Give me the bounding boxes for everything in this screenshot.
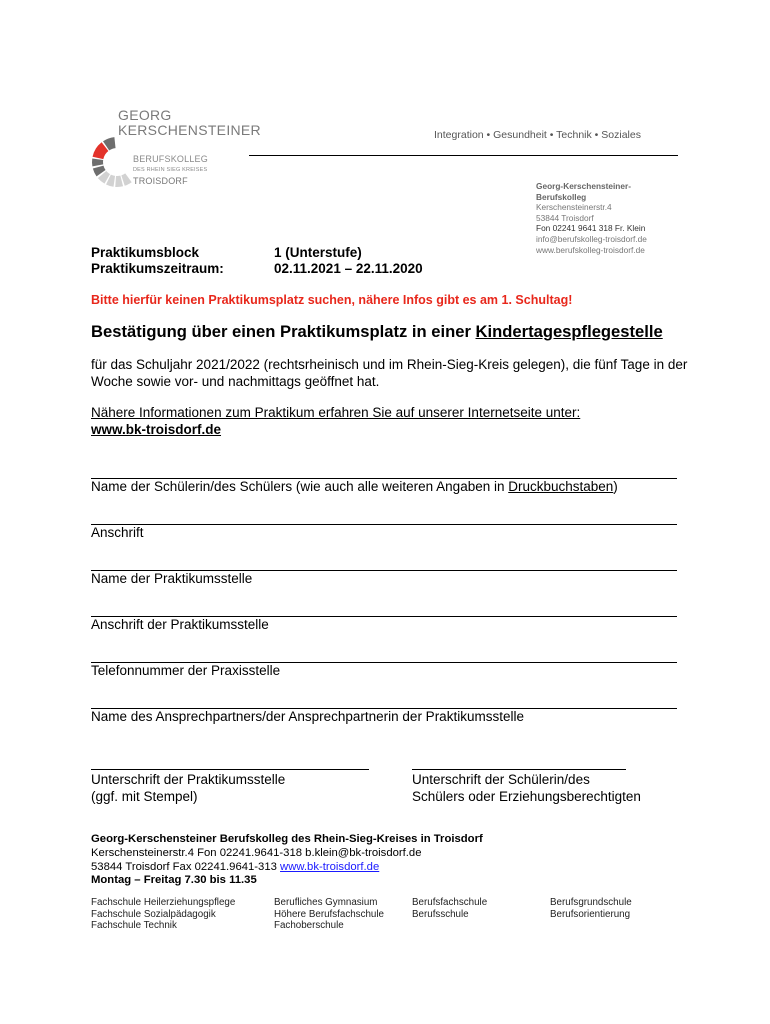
- signature-line-placement[interactable]: [91, 769, 369, 770]
- programs-col1: [91, 897, 235, 932]
- program-item: Fachschule Sozialpädagogik: [91, 908, 216, 920]
- footer-link[interactable]: www.bk-troisdorf.de: [280, 860, 380, 873]
- placement-name-label: Name der Praktikumsstelle: [91, 571, 253, 586]
- student-name-suffix: ): [613, 479, 618, 494]
- info-url[interactable]: www.bk-troisdorf.de: [91, 422, 222, 437]
- block-labels: [91, 245, 224, 277]
- student-name-label: [91, 479, 618, 494]
- programs-col4: [550, 897, 632, 920]
- intro-text: für das Schuljahr 2021/2022 (rechtsrheinisch und im Rhein-Sieg-Kreis gelegen), die fünf Tage in der Woche sowie vor- und nachmittags geöffnet hat.: [91, 357, 688, 389]
- phone-label: Telefonnummer der Praxisstelle: [91, 663, 281, 678]
- logo-name-line2: KERSCHENSTEINER: [118, 122, 261, 138]
- contact-email[interactable]: info@berufskolleg-troisdorf.de: [536, 233, 647, 244]
- contact-name2: Berufskolleg: [536, 191, 587, 202]
- logo-arc-segment: [115, 176, 123, 187]
- program-item: Berufsorientierung: [550, 908, 631, 920]
- logo-emblem: [82, 134, 138, 194]
- contact-name1: Georg-Kerschensteiner-: [536, 181, 631, 191]
- block-label-1: Praktikumsblock: [91, 245, 200, 260]
- logo-name-line1: GEORG: [118, 107, 172, 123]
- title-underlined: Kindertagespflegestelle: [475, 322, 663, 341]
- contact-phone: Fon 02241 9641 318 Fr. Klein: [536, 223, 646, 234]
- info-text: Nähere Informationen zum Praktikum erfahren Sie auf unserer Internetseite unter:: [91, 405, 581, 420]
- program-item: Berufsgrundschule: [550, 897, 632, 908]
- programs-col2: [274, 897, 384, 932]
- footer-hours: Montag – Freitag 7.30 bis 11.35: [91, 874, 257, 887]
- program-item: Berufliches Gymnasium: [274, 897, 378, 908]
- signature-right-line2: Schülers oder Erziehungsberechtigten: [412, 789, 641, 804]
- footer-school: Georg-Kerschensteiner Berufskolleg des Rhein-Sieg-Kreises in Troisdorf: [91, 833, 483, 845]
- block-label-2: Praktikumszeitraum:: [91, 261, 224, 276]
- logo-line4: DES RHEIN SIEG KREISES: [133, 167, 208, 173]
- program-item: Fachoberschule: [274, 920, 344, 931]
- signature-left-line2: (ggf. mit Stempel): [91, 789, 198, 804]
- student-name-underlined: Druckbuchstaben: [508, 479, 614, 494]
- signature-student-label: [412, 771, 641, 805]
- program-item: Fachschule Heilerziehungspflege: [91, 897, 236, 908]
- contact-person-label: Name des Ansprechpartners/der Ansprechpartnerin der Praktikumsstelle: [91, 709, 524, 724]
- signature-right-line1: Unterschrift der Schülerin/des: [412, 772, 590, 787]
- logo-arc-segment: [121, 173, 131, 185]
- signature-placement-label: [91, 771, 285, 805]
- programs-col3: [412, 897, 487, 920]
- logo-line5: TROISDORF: [133, 176, 188, 186]
- footer-line2: Kerschensteinerstr.4 Fon 02241.9641-318 b.klein@bk-troisdorf.de: [91, 846, 422, 859]
- footer-line3-prefix: 53844 Troisdorf Fax 02241.9641-313: [91, 860, 281, 873]
- block-value-2: 02.11.2021 – 22.11.2020: [274, 261, 423, 276]
- info-block: [91, 404, 691, 438]
- address-line[interactable]: [91, 524, 677, 525]
- placement-address-label: Anschrift der Praktikumsstelle: [91, 617, 269, 632]
- address-label: Anschrift: [91, 525, 144, 540]
- contact-city: 53844 Troisdorf: [536, 212, 594, 223]
- footer-address: [91, 833, 483, 888]
- header-rule: [249, 155, 678, 156]
- program-item: Fachschule Technik: [91, 920, 177, 931]
- contact-web[interactable]: www.berufskolleg-troisdorf.de: [536, 244, 645, 255]
- program-item: Berufsfachschule: [412, 897, 488, 908]
- tagline: Integration • Gesundheit • Technik • Soziales: [434, 129, 641, 141]
- logo-line3: BERUFSKOLLEG: [133, 154, 208, 164]
- program-item: Berufsschule: [412, 908, 469, 920]
- footer-line3: [91, 861, 483, 875]
- signature-line-student[interactable]: [412, 769, 626, 770]
- block-values: [274, 245, 423, 277]
- page-title: [91, 322, 663, 342]
- contact-block: [536, 181, 647, 255]
- logo-arc-segment: [92, 159, 103, 167]
- block-value-1: 1 (Unterstufe): [274, 245, 362, 260]
- contact-street: Kerschensteinerstr.4: [536, 202, 612, 213]
- title-prefix: Bestätigung über einen Praktikumsplatz in einer: [91, 322, 476, 341]
- program-item: Höhere Berufsfachschule: [274, 908, 385, 920]
- notice-text: Bitte hierfür keinen Praktikumsplatz suchen, nähere Infos gibt es am 1. Schultag!: [91, 293, 573, 307]
- signature-left-line1: Unterschrift der Praktikumsstelle: [91, 772, 286, 787]
- logo-name: [118, 108, 261, 138]
- student-name-prefix: Name der Schülerin/des Schülers (wie auch alle weiteren Angaben in: [91, 479, 509, 494]
